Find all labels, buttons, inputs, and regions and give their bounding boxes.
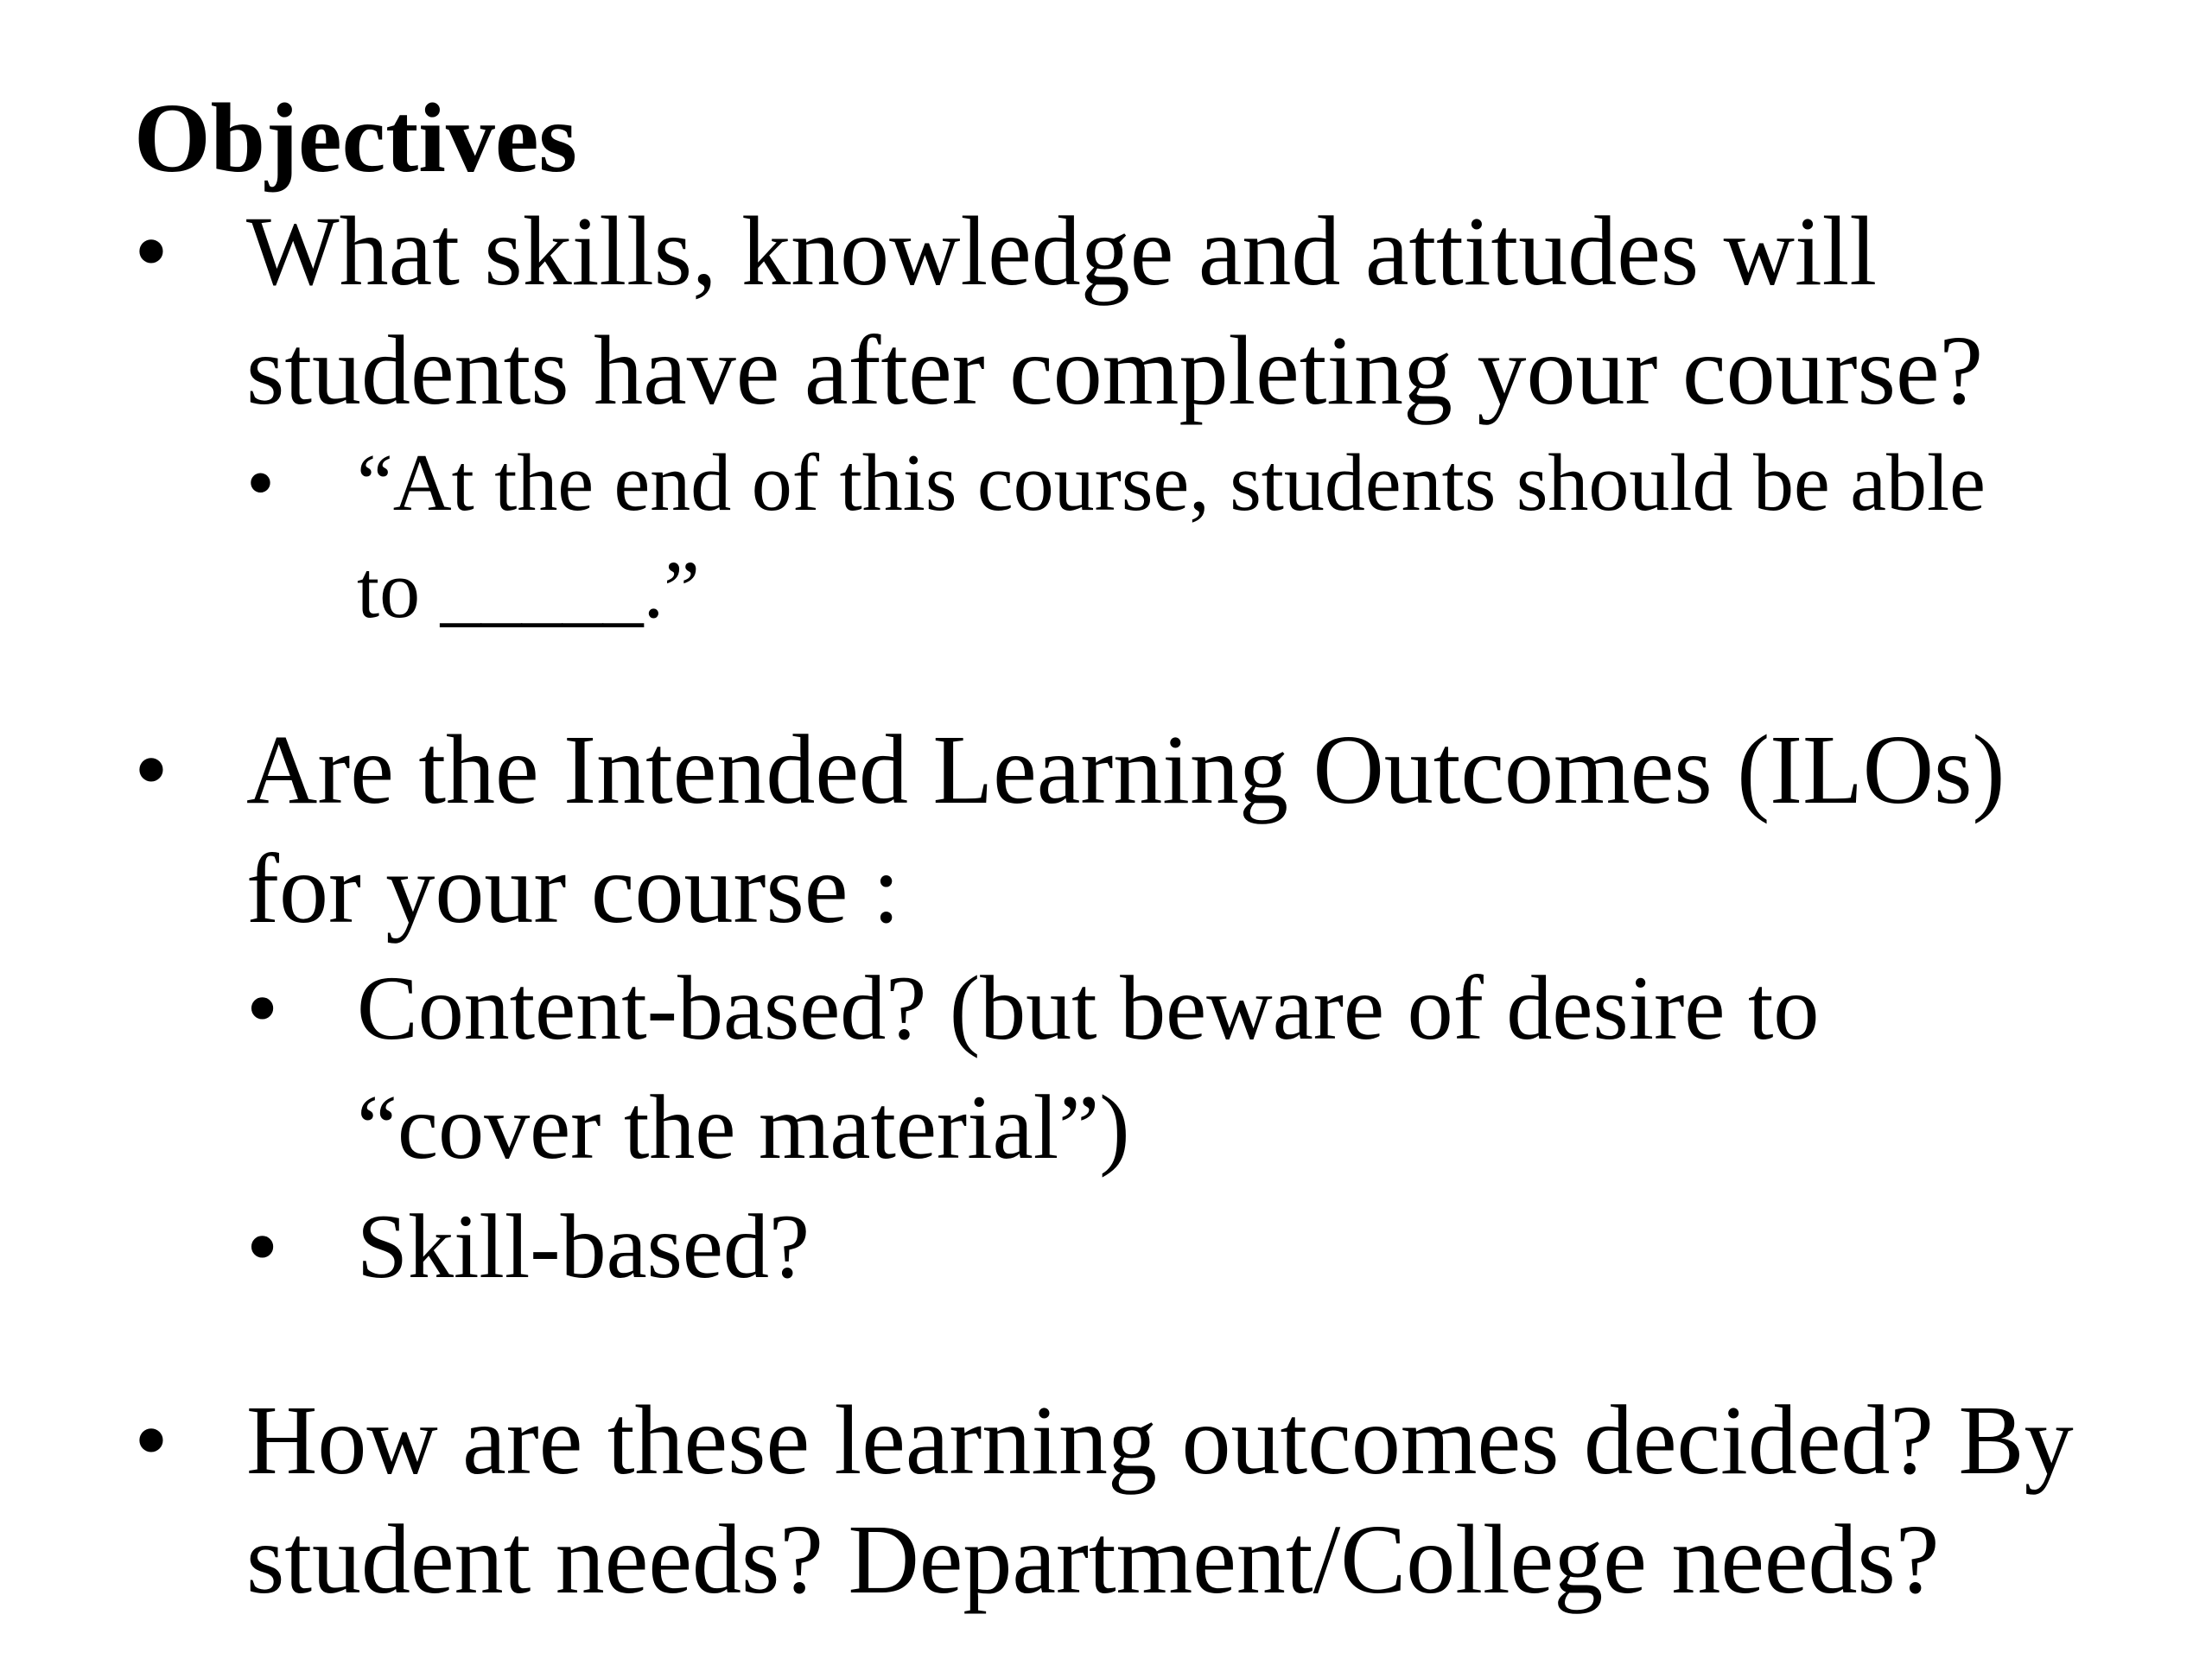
bullet-dot-icon: • xyxy=(246,1196,279,1297)
bullet-dot-icon: • xyxy=(134,196,168,306)
sub-bullet-item-1-1 xyxy=(246,429,1986,644)
bullet-line: Are the Intended Learning Outcomes (ILOs) xyxy=(246,715,2005,824)
sub-bullet-item-2-1 xyxy=(246,949,1819,1187)
sub-bullet-line: Skill-based? xyxy=(357,1196,810,1297)
sub-bullet-text xyxy=(357,429,1986,644)
sub-bullet-line: “At the end of this course, students should be able xyxy=(357,438,1986,528)
bullet-line: students have after completing your course? xyxy=(246,315,1984,425)
sub-bullet-item-2-2 xyxy=(246,1187,810,1306)
bullet-line: How are these learning outcomes decided? By xyxy=(246,1385,2074,1495)
sub-bullet-line: “cover the material”) xyxy=(357,1077,1130,1178)
bullet-line: for your course : xyxy=(246,834,900,944)
bullet-text xyxy=(246,192,2190,430)
sub-bullet-line: Content-based? (but beware of desire to xyxy=(357,957,1820,1058)
bullet-dot-icon: • xyxy=(134,715,168,824)
bullet-dot-icon: • xyxy=(134,1385,168,1495)
bullet-item-1 xyxy=(134,192,2190,430)
bullet-line: What skills, knowledge and attitudes will xyxy=(246,196,1878,306)
bullet-line: student needs? Department/College needs? xyxy=(246,1504,1940,1614)
sub-bullet-text xyxy=(357,949,1819,1187)
bullet-dot-icon: • xyxy=(246,438,275,528)
slide-title: Objectives xyxy=(134,83,577,193)
bullet-dot-icon: • xyxy=(246,957,279,1058)
bullet-text xyxy=(246,710,2190,949)
bullet-item-3 xyxy=(134,1381,2190,1619)
sub-bullet-line: to _____.” xyxy=(357,545,700,635)
bullet-item-2 xyxy=(134,710,2190,949)
sub-bullet-text xyxy=(357,1187,810,1306)
bullet-text xyxy=(246,1381,2190,1619)
